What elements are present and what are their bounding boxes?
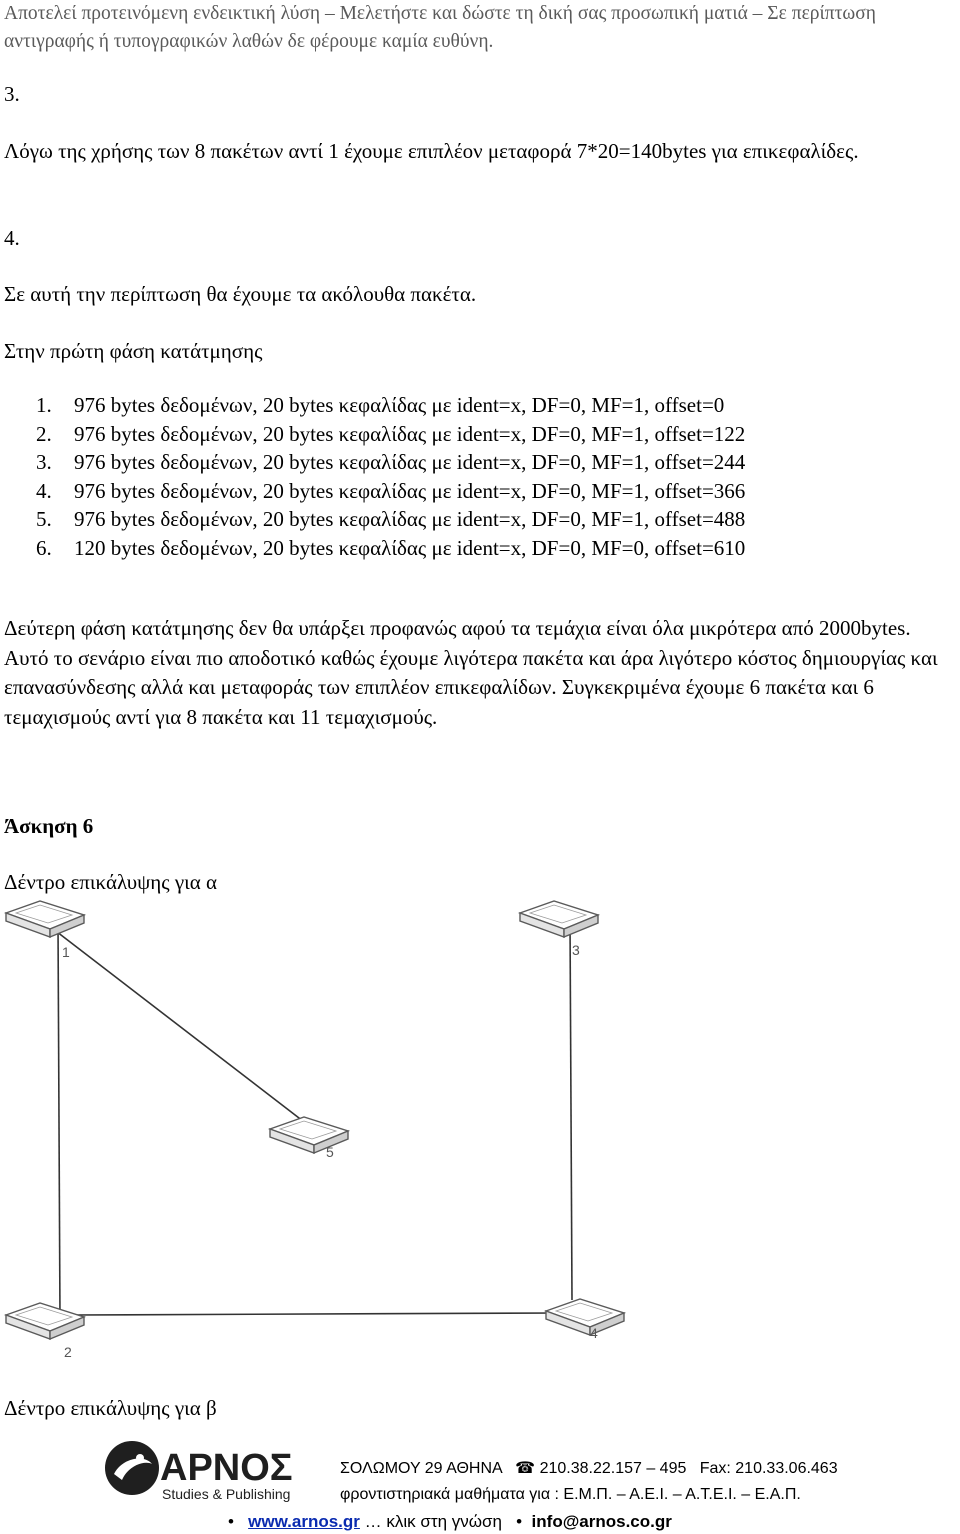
fragmentation-phase-heading: Στην πρώτη φάση κατάτμησης xyxy=(4,339,263,363)
link-1-5 xyxy=(48,925,312,1128)
node-label-2: 2 xyxy=(64,1344,72,1360)
switch-node-4 xyxy=(546,1299,624,1335)
switch-node-3 xyxy=(520,901,598,937)
logo-brand: ΑΡΝΟΣ xyxy=(160,1447,293,1489)
list-item: 2. 976 bytes δεδομένων, 20 bytes κεφαλίδας με ident=x, DF=0, MF=1, offset=122 xyxy=(36,421,746,446)
conclusion-paragraph: Δεύτερη φάση κατάτμησης δεν θα υπάρξει προφανώς αφού τα τεμάχια είναι όλα μικρότερα από 2000bytes. Αυτό το σενάριο είναι πιο αποδοτικό καθώς έχουμε λιγότερα πακέτα και άρα λιγότερο κόστος δημιουργίας και επανασύνδεσης αλλά και μεταφοράς των επιπλέον επικεφαλίδων. Συγκεκριμένα έχουμε 6 πακέτα και 6 τεμαχισμούς αντί για 8 πακέτα και 11 τεμαχισμούς. xyxy=(4,616,938,729)
email-link[interactable]: info@arnos.co.gr xyxy=(531,1512,672,1531)
tree-b-heading: Δέντρο επικάλυψης για β xyxy=(4,1396,217,1420)
switch-node-1 xyxy=(6,901,84,937)
website-link[interactable]: www.arnos.gr xyxy=(248,1512,360,1531)
node-label-4: 4 xyxy=(590,1325,598,1341)
footer-fax: Fax: 210.33.06.463 xyxy=(699,1460,838,1477)
publisher-footer xyxy=(0,1440,960,1534)
section-4-number: 4. xyxy=(4,226,20,250)
footer-tutoring: φροντιστηριακά μαθήματα για : Ε.Μ.Π. – Α.Ε.Ι. – Α.Τ.Ε.Ι. – Ε.Α.Π. xyxy=(340,1486,801,1503)
footer-slogan: … κλικ στη γνώση xyxy=(364,1512,502,1531)
footer-web-line xyxy=(228,1512,672,1532)
list-item: 1. 976 bytes δεδομένων, 20 bytes κεφαλίδας με ident=x, DF=0, MF=1, offset=0 xyxy=(36,393,725,417)
footer-phone: 210.38.22.157 – 495 xyxy=(539,1460,687,1477)
section-3-number: 3. xyxy=(4,82,20,106)
footer-contact-line xyxy=(340,1458,838,1478)
bullet-icon: • xyxy=(516,1512,523,1531)
link-3-4 xyxy=(570,919,572,1300)
switch-node-5 xyxy=(270,1117,348,1153)
node-label-5: 5 xyxy=(326,1144,334,1160)
footer-address: ΣΟΛΩΜΟΥ 29 ΑΘΗΝΑ xyxy=(340,1460,502,1477)
list-item: 3. 976 bytes δεδομένων, 20 bytes κεφαλίδας με ident=x, DF=0, MF=1, offset=244 xyxy=(36,450,746,475)
section-4-intro: Σε αυτή την περίπτωση θα έχουμε τα ακόλουθα πακέτα. xyxy=(4,282,477,306)
list-item: 5. 976 bytes δεδομένων, 20 bytes κεφαλίδας με ident=x, DF=0, MF=1, offset=488 xyxy=(36,507,746,532)
list-item: 6. 120 bytes δεδομένων, 20 bytes κεφαλίδας με ident=x, DF=0, MF=0, offset=610 xyxy=(36,535,746,560)
node-label-1: 1 xyxy=(62,944,70,960)
tree-a-heading: Δέντρο επικάλυψης για α xyxy=(4,870,218,894)
phone-icon: ☎ xyxy=(515,1460,536,1477)
logo-subtitle: Studies & Publishing xyxy=(162,1486,291,1502)
node-label-3: 3 xyxy=(572,942,580,958)
link-1-2 xyxy=(58,923,60,1320)
switch-node-2 xyxy=(6,1303,84,1339)
list-item: 4. 976 bytes δεδομένων, 20 bytes κεφαλίδας με ident=x, DF=0, MF=1, offset=366 xyxy=(36,478,746,503)
bullet-icon: • xyxy=(228,1512,234,1531)
section-3-text: Λόγω της χρήσης των 8 πακέτων αντί 1 έχουμε επιπλέον μεταφορά 7*20=140bytes για επικεφαλίδες. xyxy=(4,139,859,163)
disclaimer-header: Αποτελεί προτεινόμενη ενδεικτική λύση – Μελετήστε και δώστε τη δική σας προσωπική ματιά – Σε περίπτωση αντιγραφής ή τυπογραφικών λαθών δε φέρουμε καμία ευθύνη. xyxy=(4,3,876,52)
spanning-tree-diagram xyxy=(0,895,960,1375)
link-2-4 xyxy=(72,1313,560,1315)
packet-list xyxy=(36,391,745,563)
exercise-title: Άσκηση 6 xyxy=(4,814,94,838)
arnos-logo xyxy=(100,1440,320,1504)
